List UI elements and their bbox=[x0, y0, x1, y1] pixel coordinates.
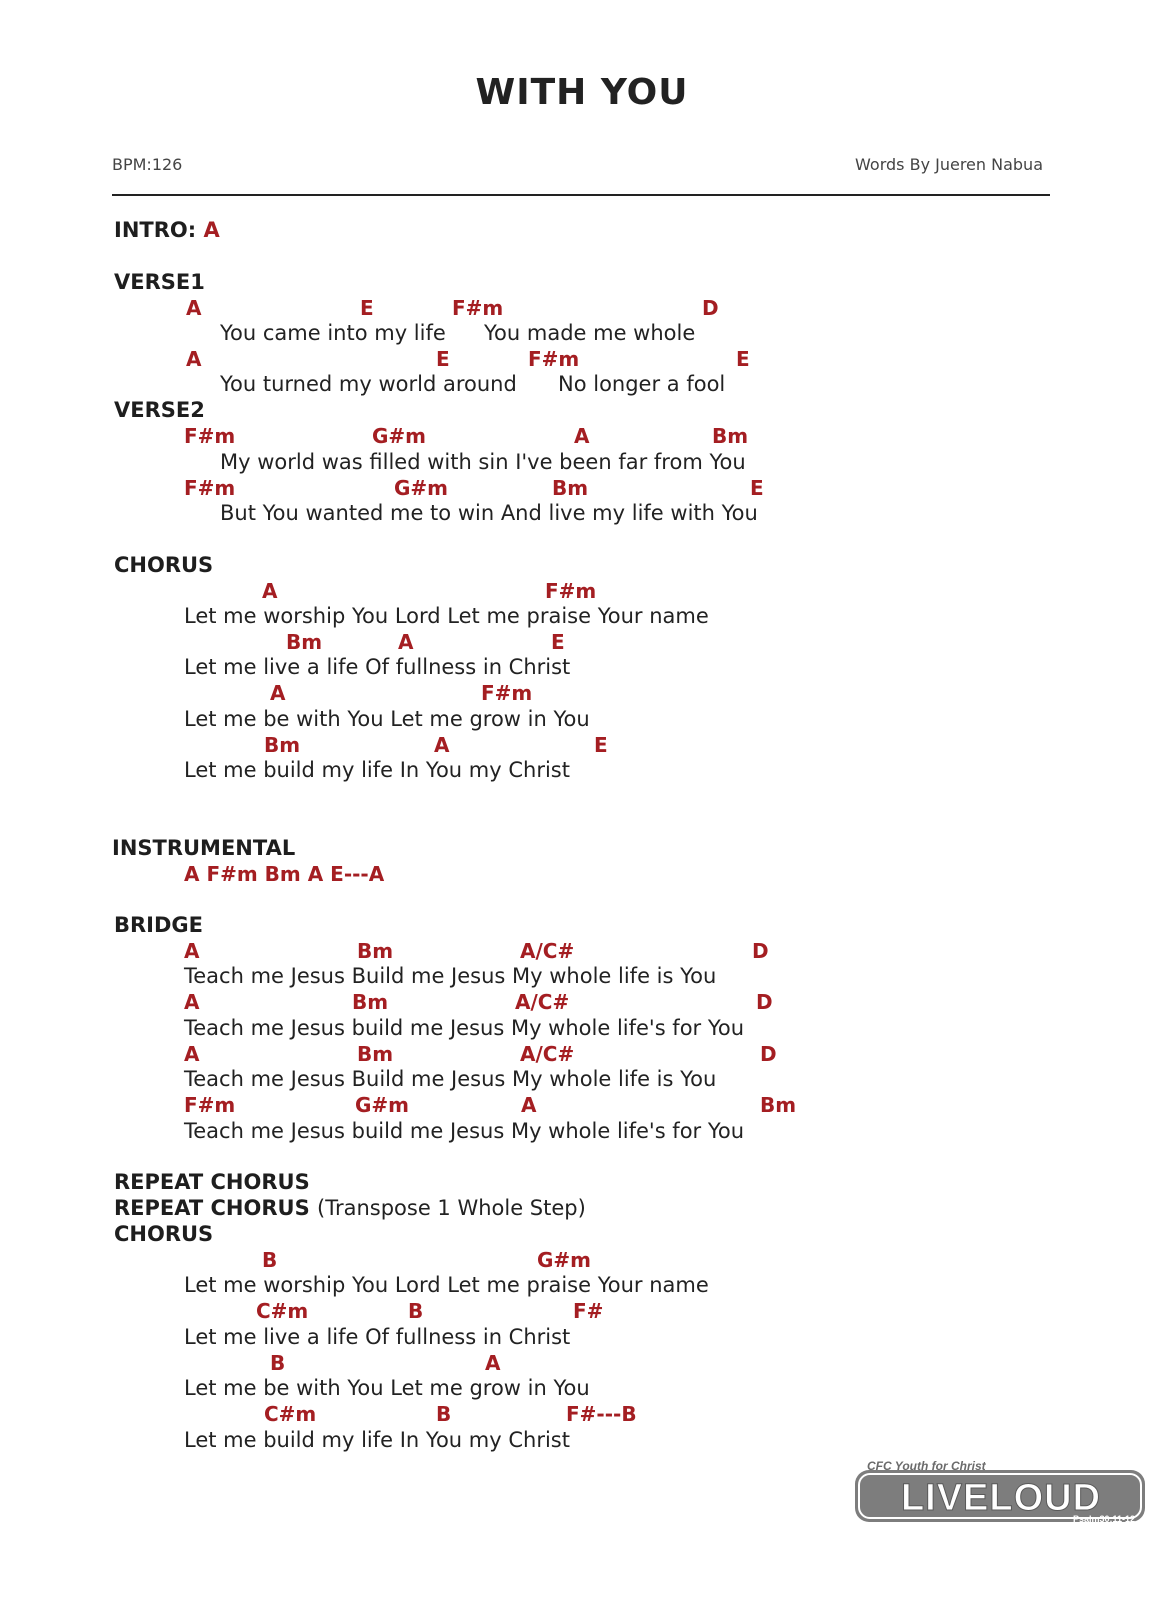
chord: F#m bbox=[184, 476, 236, 500]
chord: Bm bbox=[264, 733, 301, 757]
chord: F#m bbox=[481, 681, 533, 705]
chord: B bbox=[270, 1351, 286, 1375]
chord: A bbox=[398, 630, 414, 654]
chord: D bbox=[756, 990, 773, 1014]
lyric-line: Teach me Jesus build me Jesus My whole life's for You bbox=[184, 1016, 745, 1040]
chord: A bbox=[184, 939, 200, 963]
chord: D bbox=[760, 1042, 777, 1066]
chord: A bbox=[262, 579, 278, 603]
logo-verse-text: Psalm30:11-12 bbox=[1072, 1514, 1135, 1524]
lyric-line: Teach me Jesus Build me Jesus My whole life is You bbox=[184, 1067, 717, 1091]
logo-main-text: LIVELOUD bbox=[900, 1477, 1102, 1519]
lyric-line: My world was filled with sin I've been far from You bbox=[220, 450, 746, 474]
chord: F#---B bbox=[566, 1402, 637, 1426]
chord: A bbox=[184, 1042, 200, 1066]
chord: Bm bbox=[357, 1042, 394, 1066]
chord: B bbox=[262, 1248, 278, 1272]
chord: B bbox=[408, 1299, 424, 1323]
instrumental-progression: A F#m Bm A E---A bbox=[184, 862, 385, 886]
chord: E bbox=[360, 296, 374, 320]
lyric-line: Let me worship You Lord Let me praise Your name bbox=[184, 1273, 709, 1297]
chord: A/C# bbox=[515, 990, 570, 1014]
lyric-line: Let me be with You Let me grow in You bbox=[184, 707, 590, 731]
chord: F#m bbox=[545, 579, 597, 603]
chord: D bbox=[702, 296, 719, 320]
chord: E bbox=[736, 347, 750, 371]
chord: Bm bbox=[760, 1093, 797, 1117]
transpose-note: (Transpose 1 Whole Step) bbox=[317, 1196, 586, 1220]
chord: A bbox=[184, 990, 200, 1014]
chord: G#m bbox=[537, 1248, 592, 1272]
chord: F#m bbox=[528, 347, 580, 371]
bpm-label: BPM:126 bbox=[112, 155, 183, 174]
intro-heading bbox=[114, 218, 220, 242]
chord: G#m bbox=[355, 1093, 410, 1117]
chord: G#m bbox=[372, 424, 427, 448]
chord: Bm bbox=[552, 476, 589, 500]
repeat-chorus-label: REPEAT CHORUS bbox=[114, 1196, 310, 1220]
chord: E bbox=[551, 630, 565, 654]
lyric-line: Let me live a life Of fullness in Christ bbox=[184, 655, 571, 679]
chord: F#m bbox=[184, 424, 236, 448]
lyric-line: Let me worship You Lord Let me praise Your name bbox=[184, 604, 709, 628]
lyric-line: You turned my world around bbox=[220, 372, 517, 396]
chord: F#m bbox=[452, 296, 504, 320]
chord: A bbox=[186, 347, 202, 371]
chord: A/C# bbox=[520, 939, 575, 963]
chord: D bbox=[752, 939, 769, 963]
chord: E bbox=[594, 733, 608, 757]
repeat-chorus-heading: REPEAT CHORUS bbox=[114, 1170, 310, 1194]
logo-top-text: CFC Youth for Christ bbox=[867, 1460, 986, 1473]
chord: C#m bbox=[264, 1402, 317, 1426]
song-title: WITH YOU bbox=[475, 72, 689, 113]
lyric-line: Teach me Jesus build me Jesus My whole life's for You bbox=[184, 1119, 745, 1143]
intro-chord: A bbox=[203, 218, 220, 242]
final-chorus-heading: CHORUS bbox=[114, 1222, 214, 1246]
chord: F# bbox=[573, 1299, 604, 1323]
chord: B bbox=[436, 1402, 452, 1426]
chord: A bbox=[434, 733, 450, 757]
chorus-heading: CHORUS bbox=[114, 553, 214, 577]
lyric-line: You came into my life bbox=[220, 321, 446, 345]
chord: Bm bbox=[357, 939, 394, 963]
chord: E bbox=[436, 347, 450, 371]
chord: A bbox=[521, 1093, 537, 1117]
chord: Bm bbox=[352, 990, 389, 1014]
chord: C#m bbox=[256, 1299, 309, 1323]
verse1-heading: VERSE1 bbox=[114, 270, 205, 294]
chord: A/C# bbox=[520, 1042, 575, 1066]
liveloud-logo bbox=[853, 1460, 1149, 1526]
chord: A bbox=[574, 424, 590, 448]
chord: F#m bbox=[184, 1093, 236, 1117]
chord: A bbox=[186, 296, 202, 320]
bridge-heading: BRIDGE bbox=[114, 913, 204, 937]
chord: E bbox=[750, 476, 764, 500]
lyric-line: Let me live a life Of fullness in Christ bbox=[184, 1325, 571, 1349]
repeat-chorus-transpose-heading bbox=[114, 1196, 586, 1220]
credit-label: Words By Jueren Nabua bbox=[855, 155, 1043, 174]
lyric-line: Let me build my life In You my Christ bbox=[184, 758, 570, 782]
lyric-line: But You wanted me to win And live my life with You bbox=[220, 501, 758, 525]
chord: A bbox=[485, 1351, 501, 1375]
lyric-line: Teach me Jesus Build me Jesus My whole life is You bbox=[184, 964, 717, 988]
chord: A bbox=[270, 681, 286, 705]
lyric-line: No longer a fool bbox=[558, 372, 726, 396]
verse2-heading: VERSE2 bbox=[114, 398, 205, 422]
lyric-line: Let me build my life In You my Christ bbox=[184, 1428, 570, 1452]
lyric-line: Let me be with You Let me grow in You bbox=[184, 1376, 590, 1400]
intro-label: INTRO: bbox=[114, 218, 197, 242]
lyric-line: You made me whole bbox=[484, 321, 696, 345]
chord: G#m bbox=[394, 476, 449, 500]
header-divider bbox=[112, 194, 1050, 196]
chord: Bm bbox=[712, 424, 749, 448]
chord: Bm bbox=[286, 630, 323, 654]
instrumental-heading: INSTRUMENTAL bbox=[112, 836, 296, 860]
